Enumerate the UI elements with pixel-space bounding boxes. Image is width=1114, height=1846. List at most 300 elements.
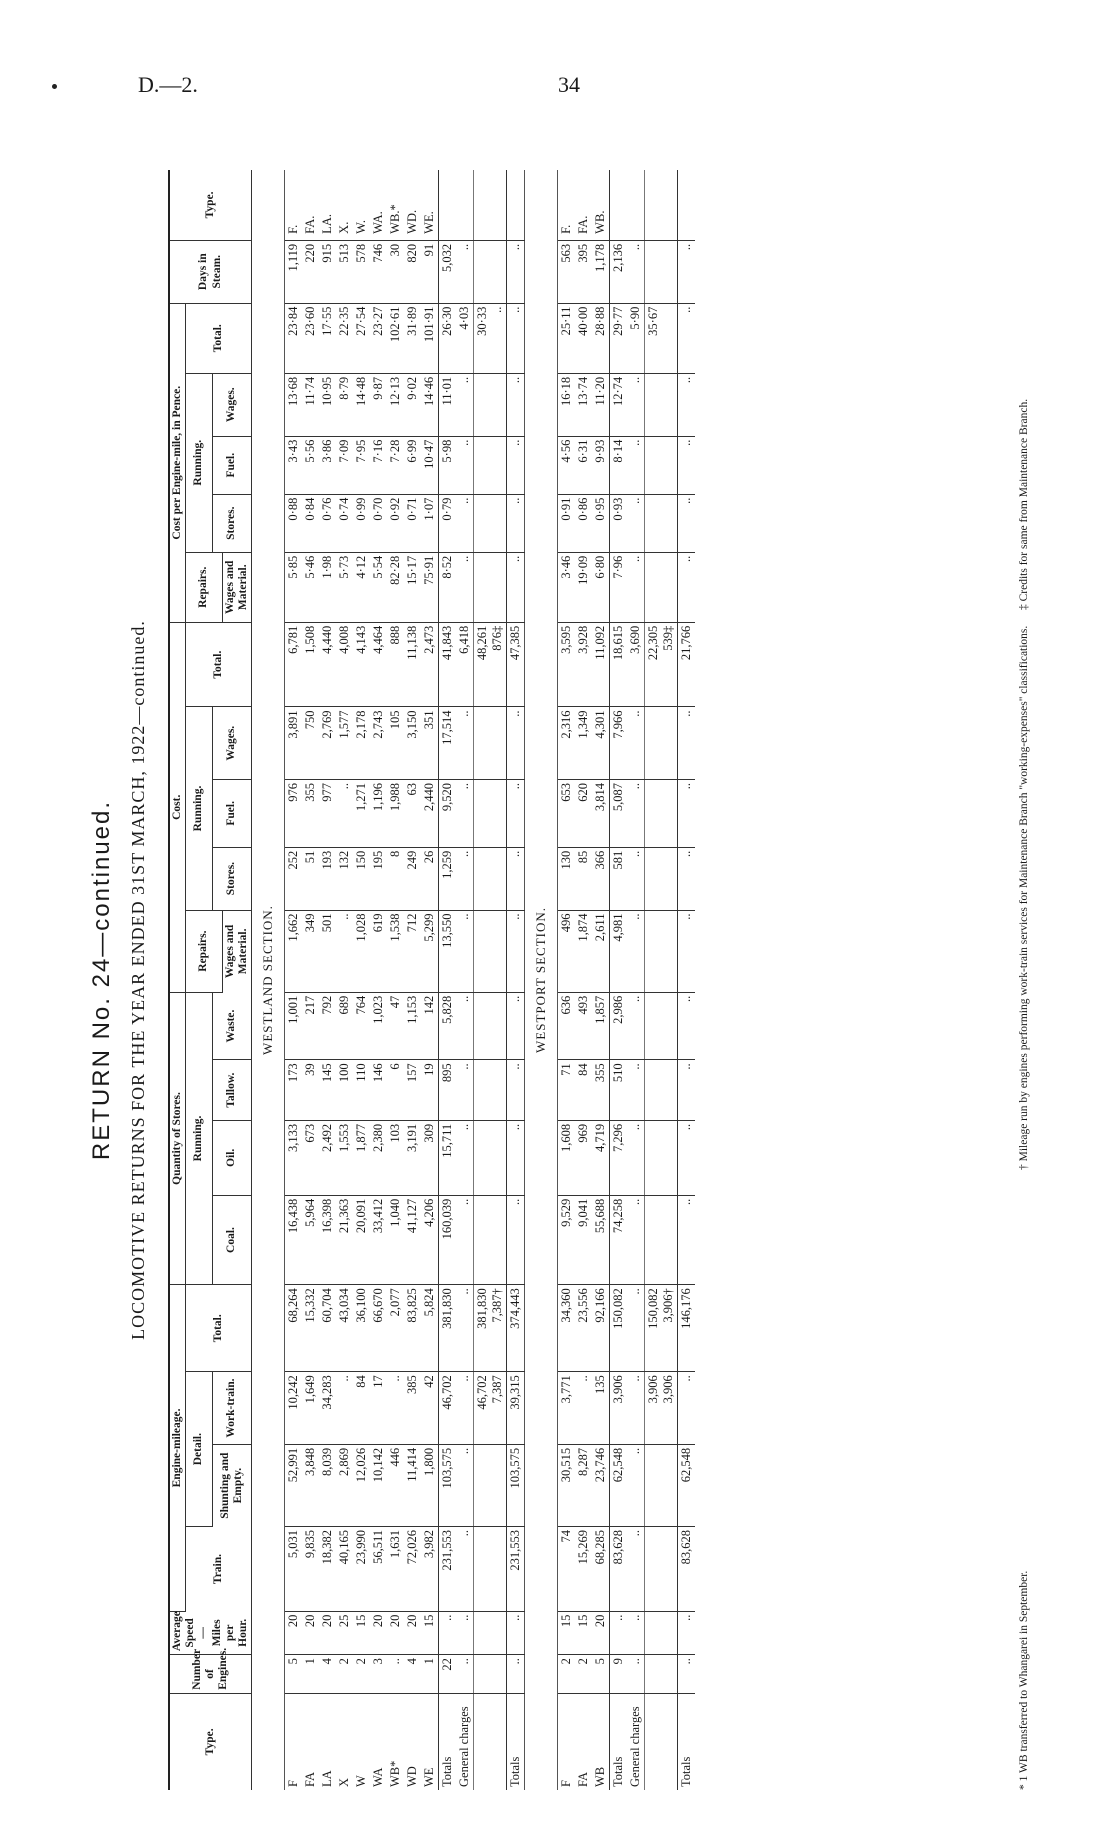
table-cell: 750 [302,707,319,780]
table-cell: 20 [370,1611,387,1655]
table-cell: WA. [370,170,387,240]
table-cell [473,1527,506,1612]
table-cell: 14·48 [353,373,370,436]
table-cell: 4·12 [353,552,370,622]
footnote-1: * 1 WB transferred to Whangarei in September. [1018,1570,1030,1790]
table-cell: .. [677,910,695,992]
table-cell: 11,092 [592,622,610,707]
table-cell: 1,508 [302,622,319,707]
table-cell: .. [456,373,474,436]
table-cell: .. [506,552,524,622]
table-cell: 2,077 [387,1285,404,1372]
table-cell: 385 [404,1372,421,1445]
table-cell: 7·95 [353,436,370,494]
table-row [421,170,439,1790]
table-cell: .. [456,910,474,992]
table-cell: .. [575,1372,592,1445]
table-cell: .. [506,240,524,303]
table-cell [644,992,677,1060]
table-cell: 1,119 [284,240,302,303]
table-cell: 2 [353,1655,370,1694]
table-cell: FA. [575,170,592,240]
table-cell: 75·91 [421,552,439,622]
table-cell: 3,690 [627,622,645,707]
table-cell: 150 [353,847,370,910]
table-cell: 355 [302,780,319,848]
table-cell [609,170,627,240]
table-cell: 195 [370,847,387,910]
table-cell [644,170,677,240]
table-cell [677,170,695,240]
table-cell: 103,575 [438,1444,456,1526]
col-mileage-total: Total. [186,1285,252,1372]
general-charges-row [627,170,645,1790]
table-cell: 8,039 [319,1444,336,1526]
table-cell: .. [677,1195,695,1284]
table-cell: 13·68 [284,373,302,436]
table-cell: 4 [404,1655,421,1694]
table-cell: .. [609,1611,627,1655]
table-cell: 31·89 [404,303,421,373]
table-cell: .. [456,240,474,303]
table-cell: .. [456,992,474,1060]
table-cell: 11,138 [404,622,421,707]
col-cost-per-mile: Cost per Engine-mile, in Pence. [169,303,186,622]
table-cell: 351 [421,707,439,780]
margin-dot [52,84,57,89]
table-cell: 513 [336,240,353,303]
table-cell: 1,877 [353,1120,370,1195]
table-cell: .. [677,373,695,436]
table-cell: 26 [421,847,439,910]
table-cell: 9·87 [370,373,387,436]
table-cell: 381,830 [438,1285,456,1372]
table-cell: 0·74 [336,494,353,552]
table-cell: 48,261 876‡ [473,622,506,707]
table-cell: 40·00 [575,303,592,373]
table-cell: 15·17 [404,552,421,622]
table-cell: .. [456,1060,474,1120]
table-cell: 5,964 [302,1195,319,1284]
table-cell: 83,628 [609,1527,627,1612]
table-cell: 11·20 [592,373,610,436]
section-title: WESTLAND SECTION. [252,170,285,1790]
table-cell: 1,577 [336,707,353,780]
col-cost-wages: Wages. [212,707,252,780]
table-cell: 493 [575,992,592,1060]
col-oil: Oil. [212,1120,252,1195]
table-cell: 1,178 [592,240,610,303]
table-cell: 5 [592,1655,610,1694]
table-cell: 39,315 [506,1372,524,1445]
table-cell: 30,515 [557,1444,575,1526]
table-cell [473,1655,506,1694]
table-cell: 20 [387,1611,404,1655]
table-cell [473,240,506,303]
table-cell: 1,001 [284,992,302,1060]
table-cell: .. [438,1611,456,1655]
table-cell: .. [456,1285,474,1372]
table-cell: 7·96 [609,552,627,622]
table-cell: 10·95 [319,373,336,436]
table-cell: 8 [387,847,404,910]
table-cell: 46,702 7,387 [473,1372,506,1445]
table-cell: 17·55 [319,303,336,373]
table-cell: .. [627,1444,645,1526]
table-cell: 16·18 [557,373,575,436]
table-cell: 72,026 [404,1527,421,1612]
table-cell: 3,982 [421,1527,439,1612]
table-cell: 2,743 [370,707,387,780]
col-pence-repairs: Repairs. [186,552,223,622]
table-cell: 3,133 [284,1120,302,1195]
table-cell [473,170,506,240]
table-cell: 150,082 3,906† [644,1285,677,1372]
table-cell: .. [677,780,695,848]
table-cell: .. [506,1195,524,1284]
table-cell: 249 [404,847,421,910]
table-cell: 5,087 [609,780,627,848]
table-cell: .. [677,494,695,552]
col-engine-mileage: Engine-mileage. [169,1285,186,1611]
table-cell: 977 [319,780,336,848]
table-cell: 150,082 [609,1285,627,1372]
table-cell: 5·54 [370,552,387,622]
table-cell [644,707,677,780]
table-cell: 252 [284,847,302,910]
table-cell [644,373,677,436]
table-cell: 9,041 [575,1195,592,1284]
table-cell [644,436,677,494]
table-cell: 20,091 [353,1195,370,1284]
table-cell: WB [592,1766,607,1787]
table-cell: 9,835 [302,1527,319,1612]
table-cell: 895 [438,1060,456,1120]
table-cell: 30·33 .. [473,303,506,373]
table-cell: .. [456,1195,474,1284]
table-cell: .. [456,1372,474,1445]
table-cell: .. [456,707,474,780]
table-cell: General charges [456,1706,471,1787]
table-cell: 0·70 [370,494,387,552]
table-cell: .. [627,1372,645,1445]
table-cell: 103 [387,1120,404,1195]
section-title: WESTPORT SECTION. [524,170,557,1790]
table-cell: 5·56 [302,436,319,494]
table-cell: 7,966 [609,707,627,780]
table-cell: 2 [336,1655,353,1694]
table-cell: 20 [284,1611,302,1655]
table-cell: LA. [319,170,336,240]
table-cell [644,780,677,848]
table-cell: .. [627,707,645,780]
col-cost-repairs: Repairs. [186,910,223,992]
table-cell [644,552,677,622]
table-cell: 23,990 [353,1527,370,1612]
table-cell: 2,316 [557,707,575,780]
table-cell: 8·14 [609,436,627,494]
table-cell: FA [575,1771,590,1787]
table-cell: 1,271 [353,780,370,848]
table-cell: Totals [506,1693,524,1790]
table-cell: .. [677,240,695,303]
table-cell: .. [677,436,695,494]
table-cell: 132 [336,847,353,910]
totals-row [609,170,627,1790]
table-cell: 1,800 [421,1444,439,1526]
table-cell: 146 [370,1060,387,1120]
table-cell: 13·74 [575,373,592,436]
table-cell: .. [336,910,353,992]
table-cell: 563 [557,240,575,303]
page-subtitle: LOCOMOTIVE RETURNS FOR THE YEAR ENDED 31ST MARCH, 1922—continued. [128,620,148,1340]
table-cell: 110 [353,1060,370,1120]
table-cell: FA. [302,170,319,240]
table-cell: 8·79 [336,373,353,436]
table-cell: .. [677,1655,695,1694]
table-cell: 17 [370,1372,387,1445]
table-cell: .. [506,373,524,436]
table-cell: 1,040 [387,1195,404,1284]
table-row [302,170,319,1790]
col-cost-stores: Stores. [212,847,252,910]
col-type-right: Type. [169,170,252,240]
table-cell: 1,023 [370,992,387,1060]
table-cell: 3,906 [609,1372,627,1445]
table-cell: .. [677,707,695,780]
table-cell: 15 [557,1611,575,1655]
table-cell: 1,028 [353,910,370,992]
table-cell: 6·80 [592,552,610,622]
table-cell: 15 [575,1611,592,1655]
table-cell: 10,142 [370,1444,387,1526]
table-cell: .. [627,1285,645,1372]
table-cell: 446 [387,1444,404,1526]
table-cell: 193 [319,847,336,910]
section-header-row [252,170,285,1790]
table-cell: 41,843 [438,622,456,707]
table-cell: 4,301 [592,707,610,780]
table-cell: 41,127 [404,1195,421,1284]
table-cell: 84 [353,1372,370,1445]
table-cell: 47 [387,992,404,1060]
table-cell: 3·43 [284,436,302,494]
table-cell: 91 [421,240,439,303]
col-pence-wages-material: Wages and Material. [222,552,251,622]
table-cell: 12·13 [387,373,404,436]
table-cell: .. [677,847,695,910]
table-cell: .. [677,1372,695,1445]
table-cell: 29·77 [609,303,627,373]
col-train: Train. [186,1527,252,1612]
table-cell: 915 [319,240,336,303]
table-cell: 1,153 [404,992,421,1060]
col-cost: Cost. [169,622,186,992]
table-cell [473,1195,506,1284]
table-cell: .. [506,1611,524,1655]
table-cell: 6,418 [456,622,474,707]
table-cell: 13,550 [438,910,456,992]
table-cell: .. [677,303,695,373]
table-cell: 0·92 [387,494,404,552]
table-cell: .. [627,1120,645,1195]
table-cell [644,1655,677,1694]
footnote-2: † Mileage run by engines performing work-train services for Maintenance Branch "working-expenses" classifications. [1018,625,1030,1170]
table-cell: 103,575 [506,1444,524,1526]
table-cell: 4,981 [609,910,627,992]
table-cell: .. [506,910,524,992]
table-cell: 51 [302,847,319,910]
table-body [252,170,695,1790]
table-cell [644,847,677,910]
table-cell: .. [456,847,474,910]
table-cell: .. [677,992,695,1060]
table-cell: 12·74 [609,373,627,436]
table-cell: .. [456,1120,474,1195]
table-cell [644,1693,677,1790]
table-cell: 8·52 [438,552,456,622]
table-cell: F [558,1780,573,1787]
col-num-engines: Number of Engines. [169,1655,252,1694]
table-row [336,170,353,1790]
table-cell: 105 [387,707,404,780]
table-cell: 83,628 [677,1527,695,1612]
table-cell: WB. [592,170,610,240]
rotated-page [50,140,1060,1820]
table-cell: 60,704 [319,1285,336,1372]
table-cell: 1 [302,1655,319,1694]
table-cell: 976 [284,780,302,848]
table-cell: 2,440 [421,780,439,848]
table-cell: 11·74 [302,373,319,436]
table-cell: 6·31 [575,436,592,494]
table-cell: 71 [557,1060,575,1120]
table-cell: 7·28 [387,436,404,494]
table-cell: 4,206 [421,1195,439,1284]
table-cell: 366 [592,847,610,910]
table-cell: 5,031 [284,1527,302,1612]
table-cell: 0·84 [302,494,319,552]
table-cell: 22 [438,1655,456,1694]
table-row [575,170,592,1790]
table-cell: .. [627,240,645,303]
table-cell [456,170,474,240]
table-cell [438,170,456,240]
table-cell: 820 [404,240,421,303]
table-cell [644,1527,677,1612]
table-cell: 3,848 [302,1444,319,1526]
table-cell: WD. [404,170,421,240]
table-cell: 1,196 [370,780,387,848]
final-totals-row [677,170,695,1790]
col-cost-wages-material: Wages and Material. [222,910,251,992]
table-cell: 0·91 [557,494,575,552]
table-cell: 56,511 [370,1527,387,1612]
table-cell: .. [336,780,353,848]
table-cell: F [285,1780,300,1787]
table-cell: .. [456,494,474,552]
col-pence-fuel: Fuel. [212,436,252,494]
table-cell: 4,008 [336,622,353,707]
table-cell: 3 [370,1655,387,1694]
table-cell: 0·99 [353,494,370,552]
table-cell: 23·84 [284,303,302,373]
table-cell: 15,332 [302,1285,319,1372]
table-cell: 6·99 [404,436,421,494]
table-cell: 3,150 [404,707,421,780]
table-cell: 66,670 [370,1285,387,1372]
table-cell: 15 [353,1611,370,1655]
table-cell: 5,828 [438,992,456,1060]
table-cell [473,910,506,992]
general-charges-row [456,170,474,1790]
table-cell [473,780,506,848]
table-cell: 231,553 [438,1527,456,1612]
table-cell: 1,631 [387,1527,404,1612]
table-cell: 25 [336,1611,353,1655]
table-cell: .. [627,992,645,1060]
table-cell: .. [387,1655,404,1694]
table-cell: 20 [302,1611,319,1655]
table-row [557,170,575,1790]
table-cell [473,1060,506,1120]
table-cell: 4,719 [592,1120,610,1195]
table-cell: 1,538 [387,910,404,992]
table-cell: Totals [609,1693,627,1790]
table-cell: 9,529 [557,1195,575,1284]
table-cell [473,1444,506,1526]
table-cell: 82·28 [387,552,404,622]
table-cell: 19·09 [575,552,592,622]
col-pence-total: Total. [186,303,252,373]
table-cell: .. [627,1060,645,1120]
table-cell: .. [677,1611,695,1655]
table-cell: 0·88 [284,494,302,552]
table-cell: 18,382 [319,1527,336,1612]
table-cell: 4 [319,1655,336,1694]
table-cell: 25·11 [557,303,575,373]
table-cell: 52,991 [284,1444,302,1526]
table-cell [473,847,506,910]
table-cell: 2,492 [319,1120,336,1195]
table-cell [644,1060,677,1120]
table-cell: .. [627,1655,645,1694]
table-cell: 0·86 [575,494,592,552]
table-cell: 62,548 [677,1444,695,1526]
table-cell: 5,032 [438,240,456,303]
table-cell: 217 [302,992,319,1060]
table-cell: .. [677,552,695,622]
page-number: 34 [558,72,580,97]
table-cell: 220 [302,240,319,303]
table-cell: 1,349 [575,707,592,780]
table-cell: .. [627,780,645,848]
table-cell: 40,165 [336,1527,353,1612]
table-cell: 9,520 [438,780,456,848]
table-cell: 3·46 [557,552,575,622]
table-cell: 55,688 [592,1195,610,1284]
table-cell: 5·90 [627,303,645,373]
table-cell: 689 [336,992,353,1060]
table-row [353,170,370,1790]
table-cell: 0·93 [609,494,627,552]
table-cell: 1 [421,1655,439,1694]
table-row [370,170,387,1790]
table-cell: .. [456,780,474,848]
table-cell [644,910,677,992]
col-detail: Detail. [186,1372,212,1527]
table-cell: 2,473 [421,622,439,707]
